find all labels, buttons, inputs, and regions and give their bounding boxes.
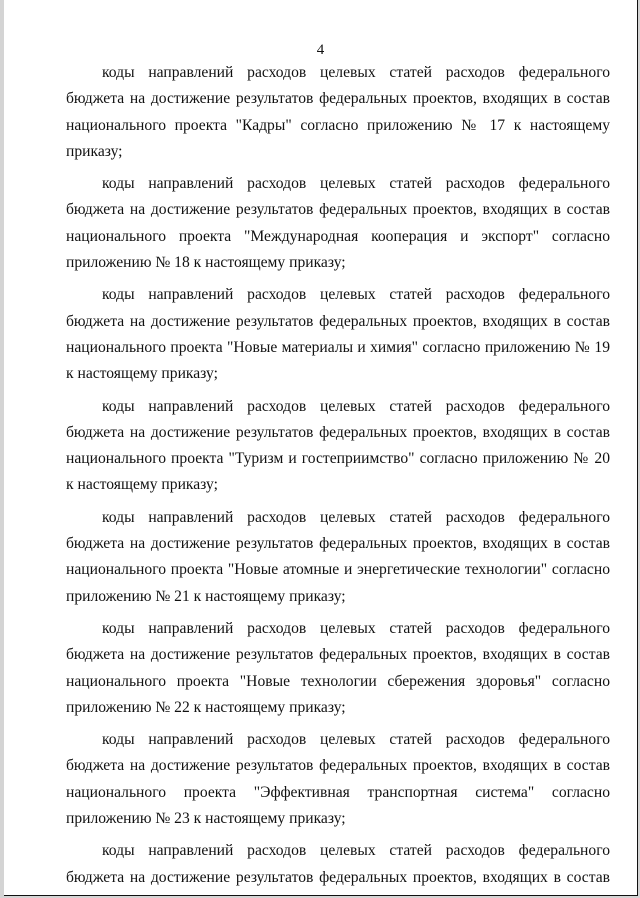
document-page (4, 0, 638, 896)
page-number: 4 (316, 42, 325, 58)
paragraph: коды направлений расходов целевых статей расходов федерального бюджета на достижение результатов федеральных проектов, входящих в состав национального проекта "Новые атомные и энергетические технологии" согласно приложению № 21 к настоящему приказу; (66, 508, 610, 605)
paragraph: коды направлений расходов целевых статей расходов федерального бюджета на достижение результатов федеральных проектов, входящих в состав национального проекта "Международная кооперация и экспорт" согласно приложению № 18 к настоящему приказу; (66, 175, 610, 272)
document-body (66, 60, 610, 891)
paragraph: коды направлений расходов целевых статей расходов федерального бюджета на достижение результатов федеральных проектов, входящих в состав национального проекта "Новые технологии сбережения здоровья" согласно приложению № 22 к настоящему приказу; (66, 619, 610, 716)
paragraph: коды направлений расходов целевых статей расходов федерального бюджета на достижение результатов федеральных проектов, входящих в состав (66, 842, 610, 886)
paragraph: коды направлений расходов целевых статей расходов федерального бюджета на достижение результатов федеральных проектов, входящих в состав национального проекта "Кадры" согласно приложению № 17 к настоящему приказу; (66, 64, 610, 160)
paragraph: коды направлений расходов целевых статей расходов федерального бюджета на достижение результатов федеральных проектов, входящих в состав национального проекта "Новые материалы и химия" согласно приложению № 19 к настоящему приказу; (66, 286, 610, 383)
paragraph: коды направлений расходов целевых статей расходов федерального бюджета на достижение результатов федеральных проектов, входящих в состав национального проекта "Туризм и гостеприимство" согласно приложению № 20 к настоящему приказу; (66, 397, 610, 494)
paragraph: коды направлений расходов целевых статей расходов федерального бюджета на достижение результатов федеральных проектов, входящих в состав национального проекта "Эффективная транспортная система" согласно приложению № 23 к настоящему приказу; (66, 731, 610, 828)
